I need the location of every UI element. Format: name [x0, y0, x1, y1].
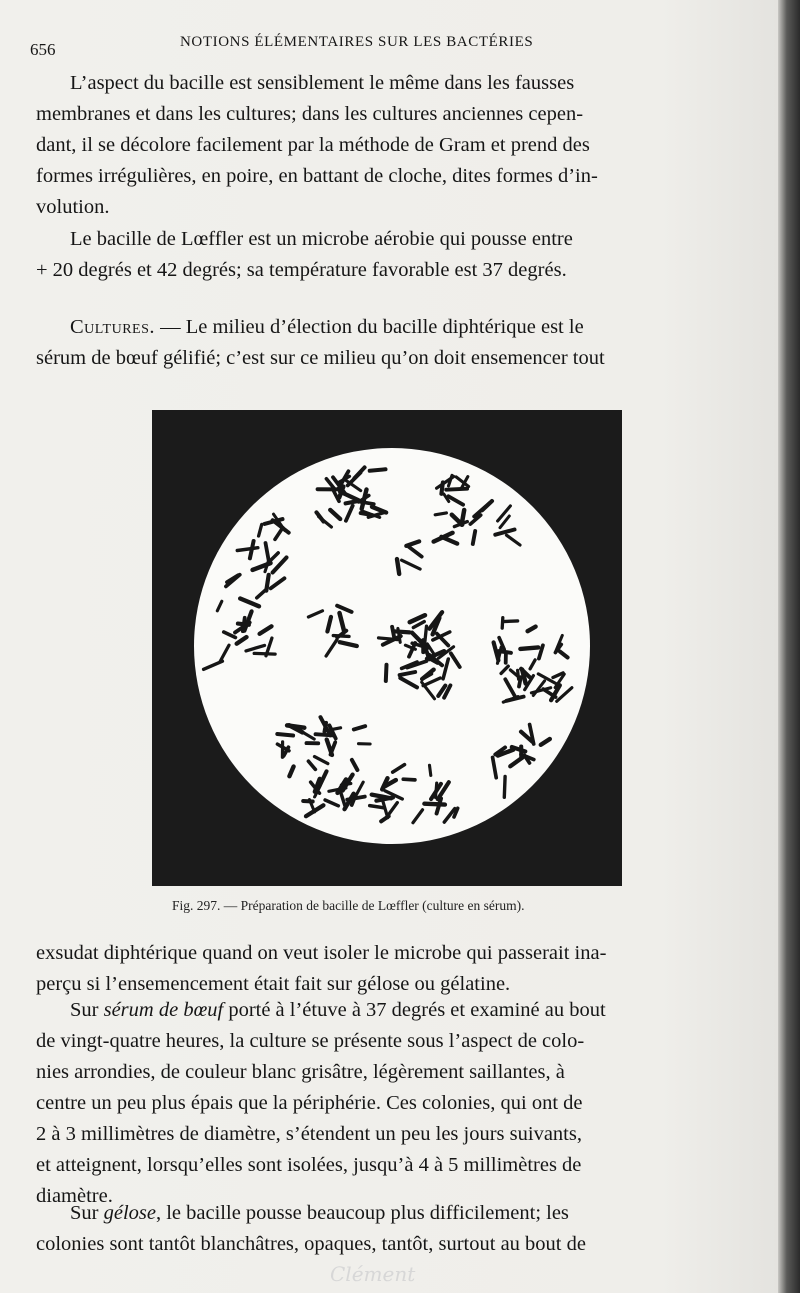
figure-caption: Fig. 297. — Préparation de bacille de Lœffler (culture en sérum). — [172, 898, 525, 913]
bacillus — [424, 804, 445, 805]
text-line: membranes et dans les cultures; dans les cultures anciennes cepen- — [36, 103, 584, 125]
text-line: exsudat diphtérique quand on veut isoler le microbe qui passerait ina- — [36, 942, 607, 964]
bacillus — [473, 531, 475, 544]
paragraph-aspect — [36, 68, 722, 223]
artist-signature: Clément — [330, 1262, 416, 1286]
bacillus — [379, 638, 398, 640]
text-line: centre un peu plus épais que la périphérie. Ces colonies, qui ont de — [36, 1092, 583, 1114]
bacillus — [316, 734, 334, 735]
bacillus — [425, 626, 427, 644]
text-line: sérum de bœuf gélifié; c’est sur ce milieu qu’on doit ensemencer tout — [36, 347, 605, 369]
page-header — [30, 30, 730, 59]
bacillus — [430, 765, 431, 775]
text-segment: Sur — [70, 1202, 104, 1224]
bacillus — [436, 783, 437, 798]
text-line — [36, 1198, 722, 1229]
bacillus — [341, 784, 350, 785]
text-segment: porté à l’étuve à 37 degrés et examiné au bout — [223, 999, 606, 1021]
text-line: colonies sont tantôt blanchâtres, opaques, tantôt, surtout au bout de — [36, 1233, 586, 1255]
bacillus — [370, 806, 385, 808]
book-gutter — [778, 0, 800, 1293]
text-line: perçu si l’ensemencement était fait sur gélose ou gélatine. — [36, 973, 511, 995]
text-line: Le bacille de Lœffler est un microbe aérobie qui pousse entre — [70, 228, 573, 250]
bacillus — [446, 489, 467, 490]
italic-term: sérum de bœuf — [103, 999, 224, 1021]
page-number: 656 — [30, 40, 56, 59]
text-line — [36, 995, 722, 1026]
paragraph-temperature — [36, 224, 722, 286]
bacillus — [520, 647, 538, 649]
text-line — [36, 312, 722, 343]
bacillus — [238, 624, 249, 625]
text-line: 2 à 3 millimètres de diamètre, s’étendent un peu les jours suivants, — [36, 1123, 582, 1145]
bacillus — [519, 677, 521, 686]
bacillus — [254, 653, 275, 654]
paragraph-continuation — [36, 938, 722, 1000]
text-segment: — Le milieu d’élection du bacille diphtérique est le — [155, 316, 584, 338]
bacillus — [394, 631, 410, 632]
text-line: diamètre. — [36, 1185, 113, 1207]
bacillus — [435, 513, 446, 515]
bacillus — [503, 621, 518, 622]
bacillus — [504, 777, 505, 798]
bacillus — [287, 725, 304, 727]
paragraph-gelose — [36, 1198, 722, 1260]
text-line: nies arrondies, de couleur blanc grisâtre, légèrement saillantes, à — [36, 1061, 565, 1083]
microscope-field-illustration — [152, 410, 622, 886]
bacillus — [386, 665, 387, 681]
section-heading-cultures: Cultures. — [70, 316, 156, 338]
running-title: NOTIONS ÉLÉMENTAIRES SUR LES BACTÉRIES — [180, 34, 534, 50]
text-line: volution. — [36, 196, 110, 218]
text-segment: , le bacille pousse beaucoup plus difficilement; les — [155, 1202, 569, 1224]
bacillus — [303, 801, 313, 802]
bacillus — [518, 670, 519, 679]
bacillus — [462, 510, 465, 525]
text-line: de vingt-quatre heures, la culture se présente sous l’aspect de colo- — [36, 1030, 585, 1052]
bacillus — [403, 779, 415, 780]
text-line: formes irrégulières, en poire, en battant de cloche, dites formes d’in- — [36, 165, 598, 187]
paragraph-serum — [36, 995, 722, 1212]
paragraph-cultures — [36, 312, 722, 374]
bacillus — [324, 723, 326, 732]
italic-term: gélose — [103, 1202, 156, 1224]
bacillus — [277, 734, 293, 736]
bacillus — [392, 627, 394, 638]
text-line: + 20 degrés et 42 degrés; sa température favorable est 37 degrés. — [36, 259, 567, 281]
bacillus — [370, 469, 386, 471]
bacillus — [333, 636, 349, 637]
bacillus — [499, 651, 511, 653]
text-segment: Sur — [70, 999, 104, 1021]
text-line: dant, il se décolore facilement par la méthode de Gram et prend des — [36, 134, 590, 156]
bacillus — [397, 559, 399, 574]
text-line: et atteignent, lorsqu’elles sont isolées, jusqu’à 4 à 5 millimètres de — [36, 1154, 582, 1176]
bacillus — [502, 618, 503, 628]
text-line: L’aspect du bacille est sensiblement le même dans les fausses — [70, 72, 575, 94]
